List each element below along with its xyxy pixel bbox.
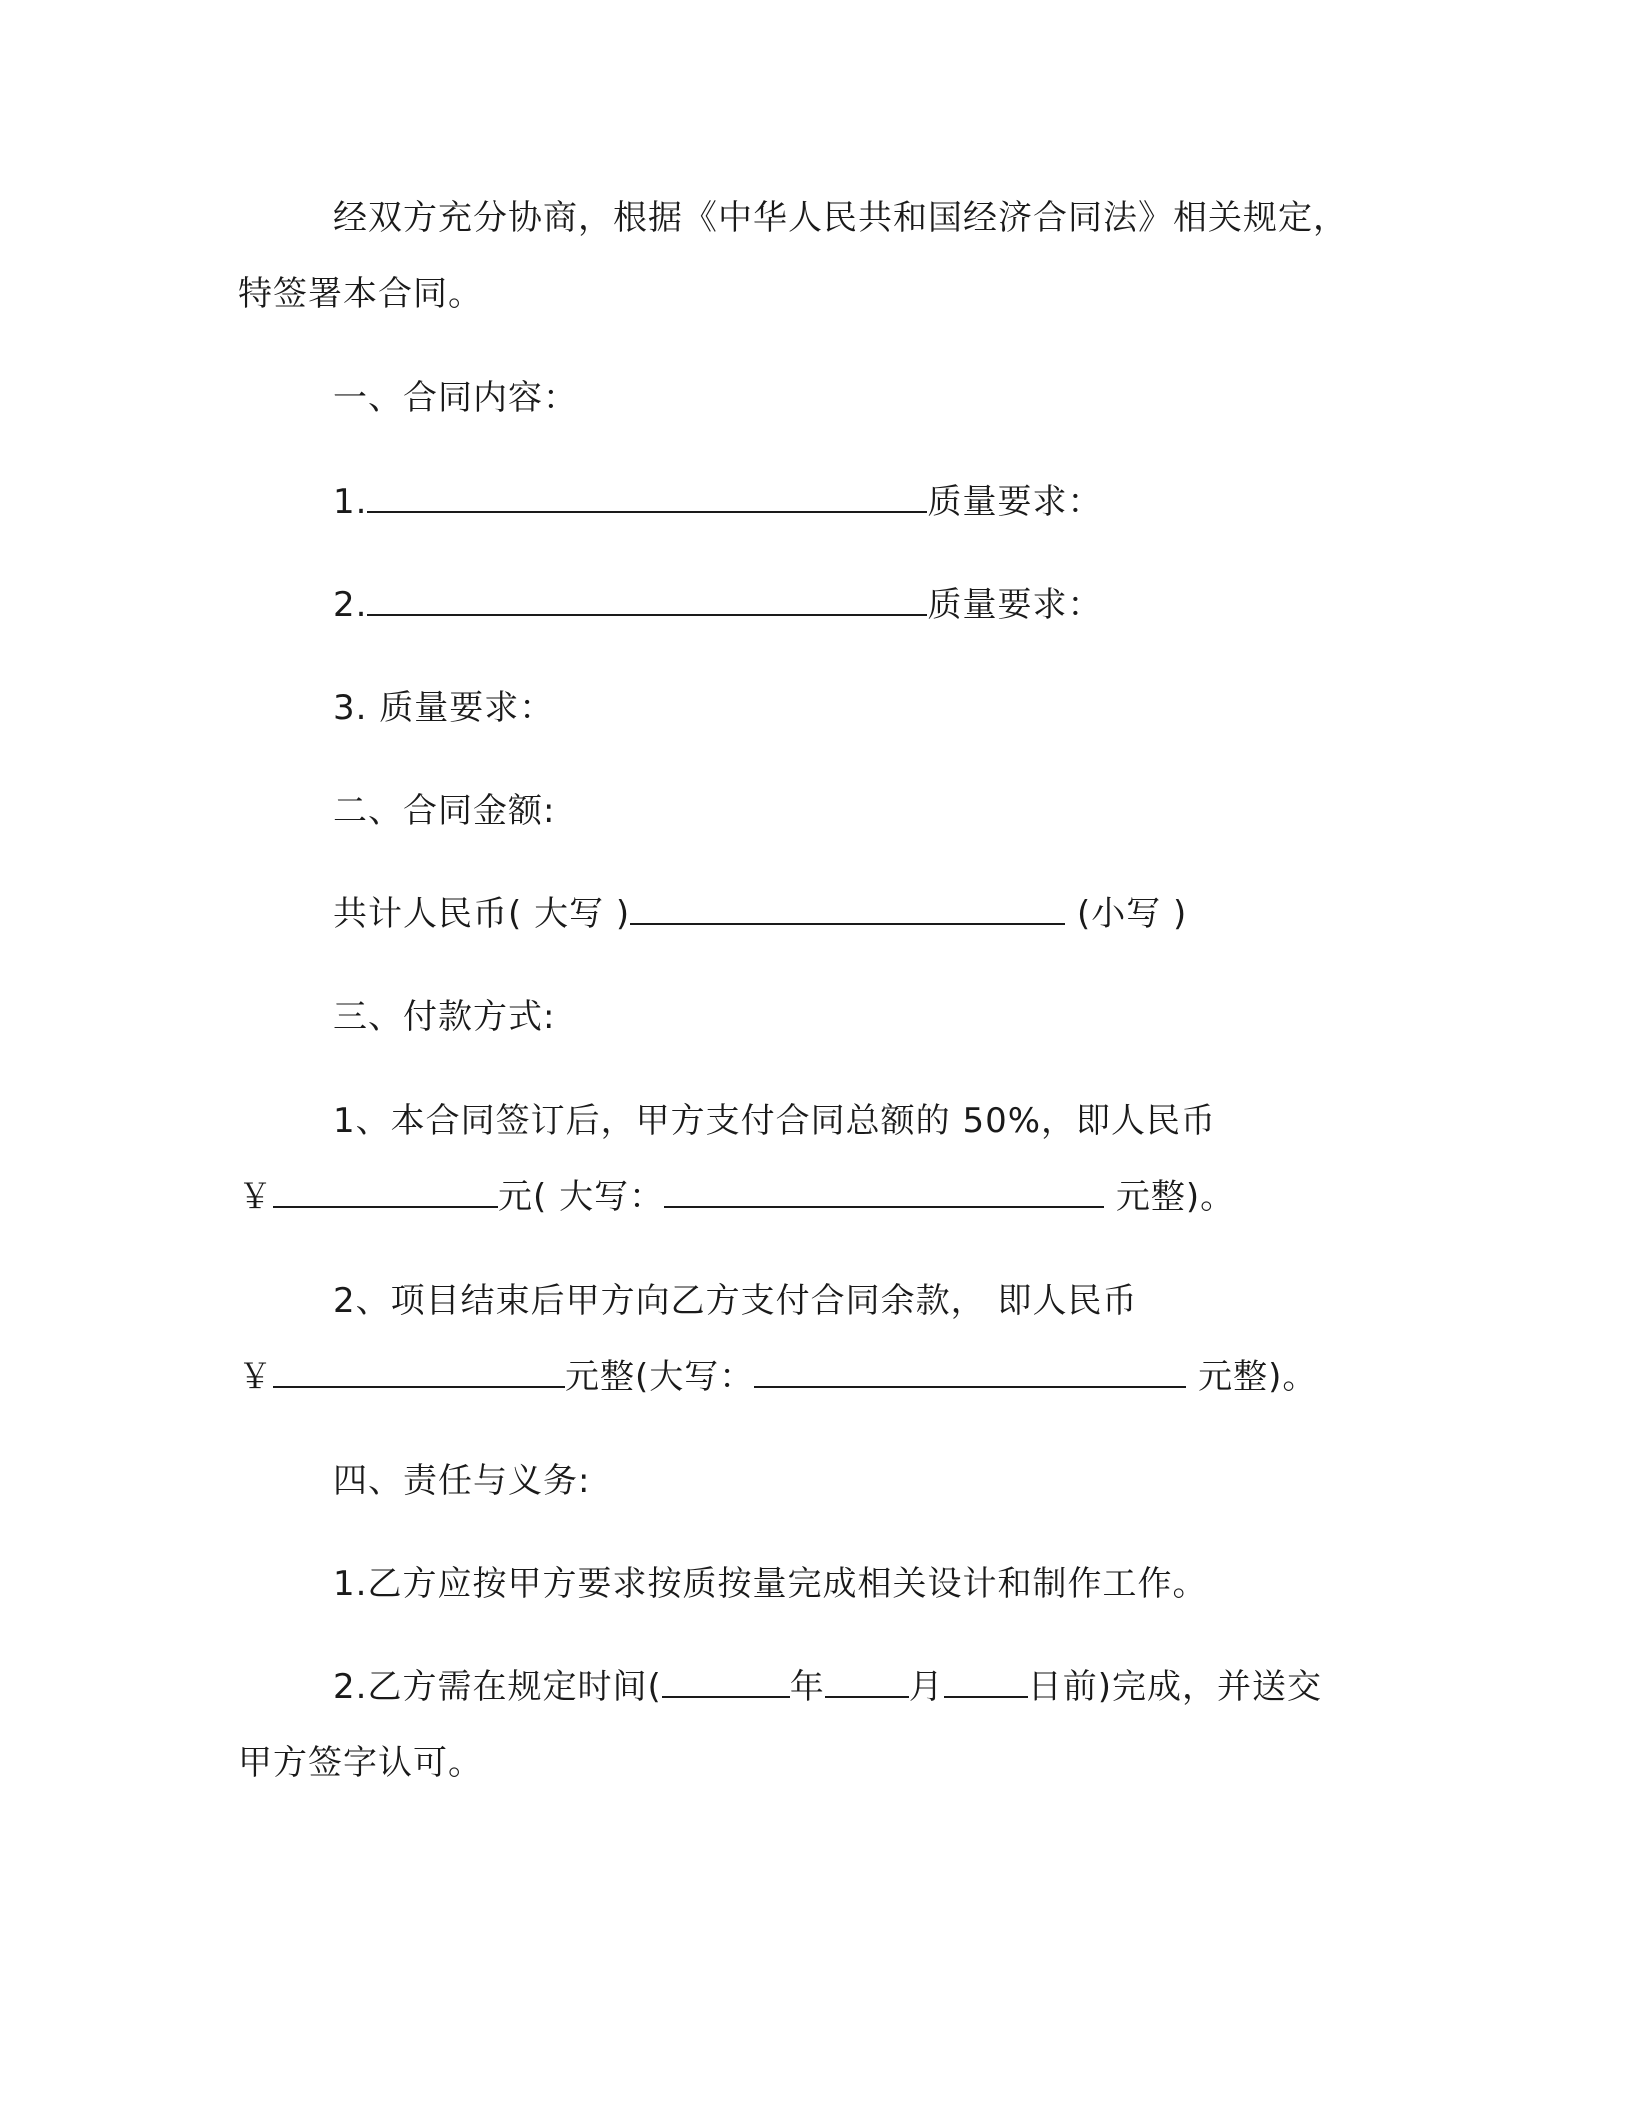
content-item-3: 3. 质量要求： bbox=[333, 688, 555, 728]
payment-2-line-1: 2、项目结束后甲方向乙方支付合同余款， 即人民币 bbox=[333, 1281, 1138, 1321]
duty-2-line-1 bbox=[333, 1665, 1322, 1709]
duty-2-month-blank bbox=[825, 1666, 909, 1698]
duty-2-day-blank bbox=[944, 1666, 1028, 1698]
duty-2-line-2: 甲方签字认可。 bbox=[238, 1743, 483, 1783]
duty-2-prefix: 2.乙方需在规定时间( bbox=[333, 1667, 662, 1707]
item-1-blank bbox=[367, 481, 927, 513]
payment-1-line-2 bbox=[238, 1175, 1235, 1219]
payment-1-line-1: 1、本合同签订后，甲方支付合同总额的 50%，即人民币 bbox=[333, 1101, 1217, 1141]
payment-1-end: 元整)。 bbox=[1104, 1177, 1236, 1217]
item-2-quality-label: 质量要求： bbox=[927, 585, 1103, 625]
intro-line-2: 特签署本合同。 bbox=[238, 274, 483, 314]
total-amount-blank bbox=[630, 893, 1065, 925]
content-item-2 bbox=[333, 583, 1102, 627]
payment-2-yen-symbol: ￥ bbox=[238, 1357, 273, 1397]
section-3-heading: 三、付款方式: bbox=[333, 997, 556, 1037]
duty-2-year-label: 年 bbox=[789, 1667, 825, 1707]
total-amount-line bbox=[333, 892, 1187, 936]
content-item-1 bbox=[333, 480, 1102, 524]
payment-2-amount-blank bbox=[273, 1356, 565, 1388]
section-2-heading: 二、合同金额: bbox=[333, 791, 556, 831]
item-1-number: 1. bbox=[333, 482, 368, 522]
payment-2-capital-label: 元整(大写： bbox=[565, 1357, 755, 1397]
payment-1-amount-blank bbox=[273, 1176, 498, 1208]
payment-2-capital-blank bbox=[754, 1356, 1186, 1388]
section-4-heading: 四、责任与义务: bbox=[333, 1461, 591, 1501]
duty-2-day-suffix: 日前)完成，并送交 bbox=[1027, 1667, 1322, 1707]
payment-2-line-2 bbox=[238, 1355, 1317, 1399]
total-amount-suffix: (小写 ) bbox=[1065, 894, 1188, 934]
duty-1: 1.乙方应按甲方要求按质按量完成相关设计和制作工作。 bbox=[333, 1564, 1208, 1604]
item-1-quality-label: 质量要求： bbox=[927, 482, 1103, 522]
payment-1-capital-blank bbox=[664, 1176, 1104, 1208]
payment-2-end: 元整)。 bbox=[1186, 1357, 1318, 1397]
intro-line-1: 经双方充分协商，根据《中华人民共和国经济合同法》相关规定， bbox=[333, 198, 1348, 238]
item-2-number: 2. bbox=[333, 585, 368, 625]
duty-2-year-blank bbox=[662, 1666, 790, 1698]
payment-1-capital-label: 元( 大写： bbox=[498, 1177, 665, 1217]
section-1-heading: 一、合同内容： bbox=[333, 378, 578, 418]
item-2-blank bbox=[367, 584, 927, 616]
duty-2-month-label: 月 bbox=[908, 1667, 944, 1707]
total-amount-prefix: 共计人民币( 大写 ) bbox=[333, 894, 631, 934]
payment-1-yen-symbol: ￥ bbox=[238, 1177, 273, 1217]
